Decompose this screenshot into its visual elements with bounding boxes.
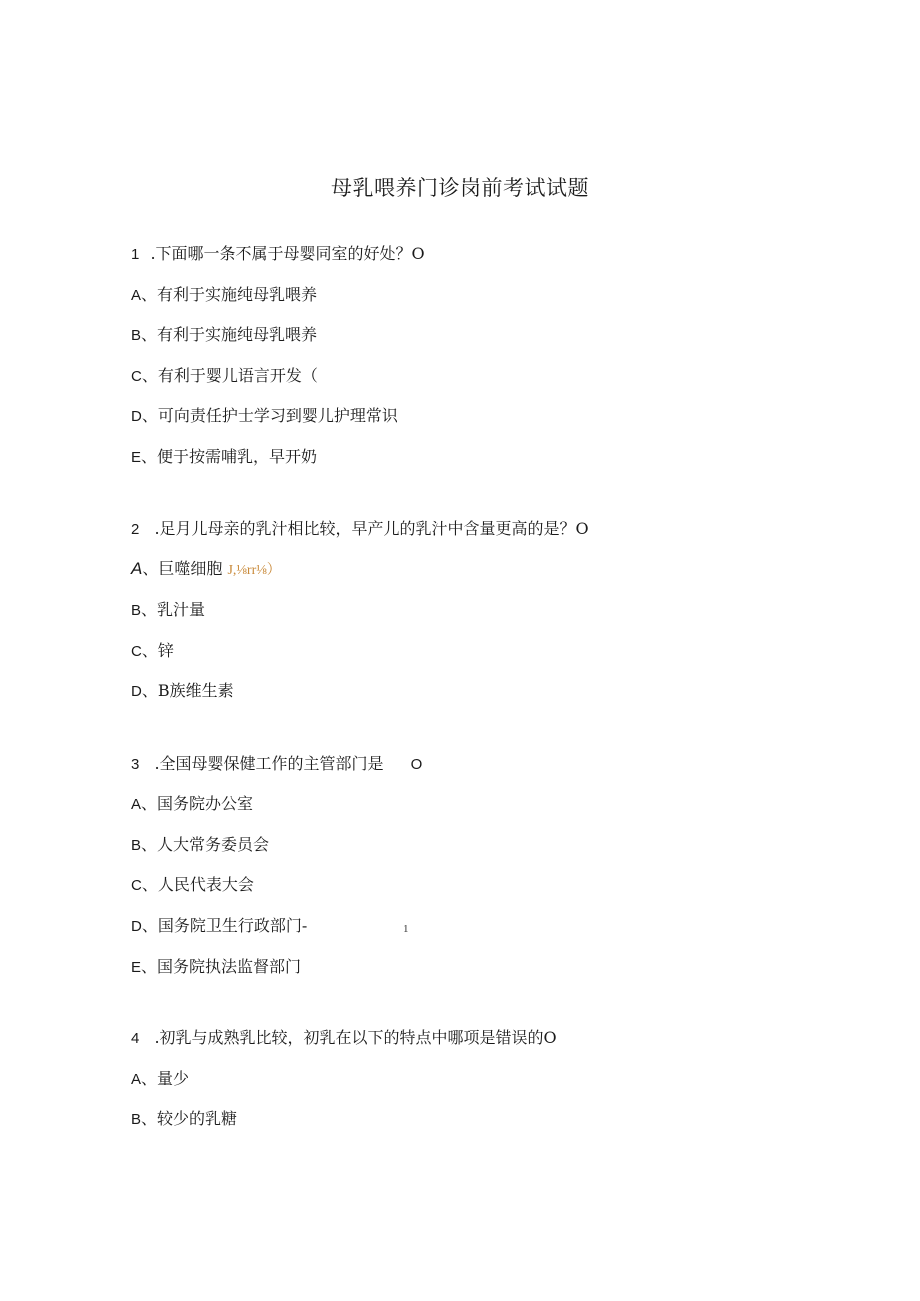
question-1-option-d	[131, 406, 398, 427]
option-text: 人民代表大会	[157, 875, 254, 894]
option-text: 锌	[157, 641, 174, 660]
question-1	[131, 244, 425, 265]
option-separator: 、	[141, 600, 158, 619]
question-2-option-a	[131, 559, 281, 581]
question-2	[131, 519, 589, 540]
option-text: 国务院办公室	[157, 794, 254, 813]
option-letter: B	[131, 602, 142, 619]
question-3-option-d	[131, 916, 307, 937]
option-letter: C	[131, 877, 142, 894]
question-4-option-b	[131, 1109, 237, 1130]
question-4	[131, 1028, 557, 1049]
option-separator: 、	[141, 366, 158, 385]
question-3	[131, 754, 422, 775]
option-text: 有利于实施纯母乳喂养	[157, 325, 318, 344]
question-2-number: 2	[131, 521, 140, 538]
option-letter: C	[131, 643, 142, 660]
option-letter: A	[131, 1071, 142, 1088]
option-text: 便于按需哺乳，早开奶	[157, 447, 318, 466]
option-text: 较少的乳糖	[157, 1109, 238, 1128]
option-separator: 、	[141, 1069, 158, 1088]
option-extra-annotation: J,⅛rr⅛）	[227, 563, 281, 578]
option-text: 量少	[157, 1069, 190, 1088]
question-3-option-c	[131, 875, 254, 896]
page-number: 1	[403, 923, 409, 935]
option-text: 人大常务委员会	[157, 835, 270, 854]
question-1-option-c	[131, 366, 318, 387]
option-separator: 、	[141, 835, 158, 854]
option-text: 国务院卫生行政部门-	[157, 916, 308, 935]
option-text: 乳汁量	[157, 600, 206, 619]
option-letter: E	[131, 959, 142, 976]
option-letter: A	[131, 796, 142, 813]
option-separator: 、	[141, 325, 158, 344]
option-separator: 、	[141, 641, 158, 660]
option-letter: D	[131, 408, 142, 425]
question-2-option-b	[131, 600, 205, 621]
option-text: 有利于婴儿语言开发（	[157, 366, 318, 385]
option-separator: 、	[141, 1109, 158, 1128]
option-separator: 、	[141, 681, 158, 700]
option-letter: E	[131, 449, 142, 466]
option-letter: C	[131, 368, 142, 385]
question-2-option-d	[131, 681, 234, 702]
option-text: 巨噬细胞	[158, 559, 223, 578]
option-letter: B	[131, 327, 142, 344]
question-4-option-a	[131, 1069, 189, 1090]
option-letter: A	[131, 287, 142, 304]
option-separator: 、	[141, 957, 158, 976]
question-1-number: 1	[131, 246, 140, 263]
option-separator: 、	[141, 285, 158, 304]
question-4-text: .初乳与成熟乳比较，初乳在以下的特点中哪项是错误的O	[154, 1028, 557, 1047]
option-letter: D	[131, 918, 142, 935]
question-4-number: 4	[131, 1030, 140, 1047]
question-2-text: .足月儿母亲的乳汁相比较，早产儿的乳汁中含量更高的是？O	[154, 519, 589, 538]
question-2-option-c	[131, 641, 174, 662]
question-3-answer-blank: O	[410, 756, 423, 773]
option-separator: 、	[141, 916, 158, 935]
question-1-option-a	[131, 285, 317, 306]
option-separator: 、	[141, 447, 158, 466]
option-text: 有利于实施纯母乳喂养	[157, 285, 318, 304]
option-letter: A	[131, 559, 143, 578]
document-title: 母乳喂养门诊岗前考试试题	[331, 176, 589, 200]
option-text: 国务院执法监督部门	[157, 957, 302, 976]
option-separator: 、	[141, 875, 158, 894]
option-letter: B	[131, 837, 142, 854]
question-3-option-e	[131, 957, 301, 978]
question-3-option-a	[131, 794, 253, 815]
option-separator: 、	[141, 794, 158, 813]
option-separator: 、	[141, 406, 158, 425]
question-3-option-b	[131, 835, 269, 856]
question-1-text: .下面哪一条不属于母婴同室的好处？O	[150, 244, 425, 263]
option-separator: 、	[142, 559, 159, 578]
question-3-number: 3	[131, 756, 140, 773]
option-text: 可向责任护士学习到婴儿护理常识	[157, 406, 398, 425]
option-letter: D	[131, 683, 142, 700]
question-1-option-b	[131, 325, 317, 346]
question-3-text: .全国母婴保健工作的主管部门是	[154, 754, 384, 773]
option-text: B族维生素	[157, 681, 234, 700]
question-1-option-e	[131, 447, 317, 468]
option-letter: B	[131, 1111, 142, 1128]
